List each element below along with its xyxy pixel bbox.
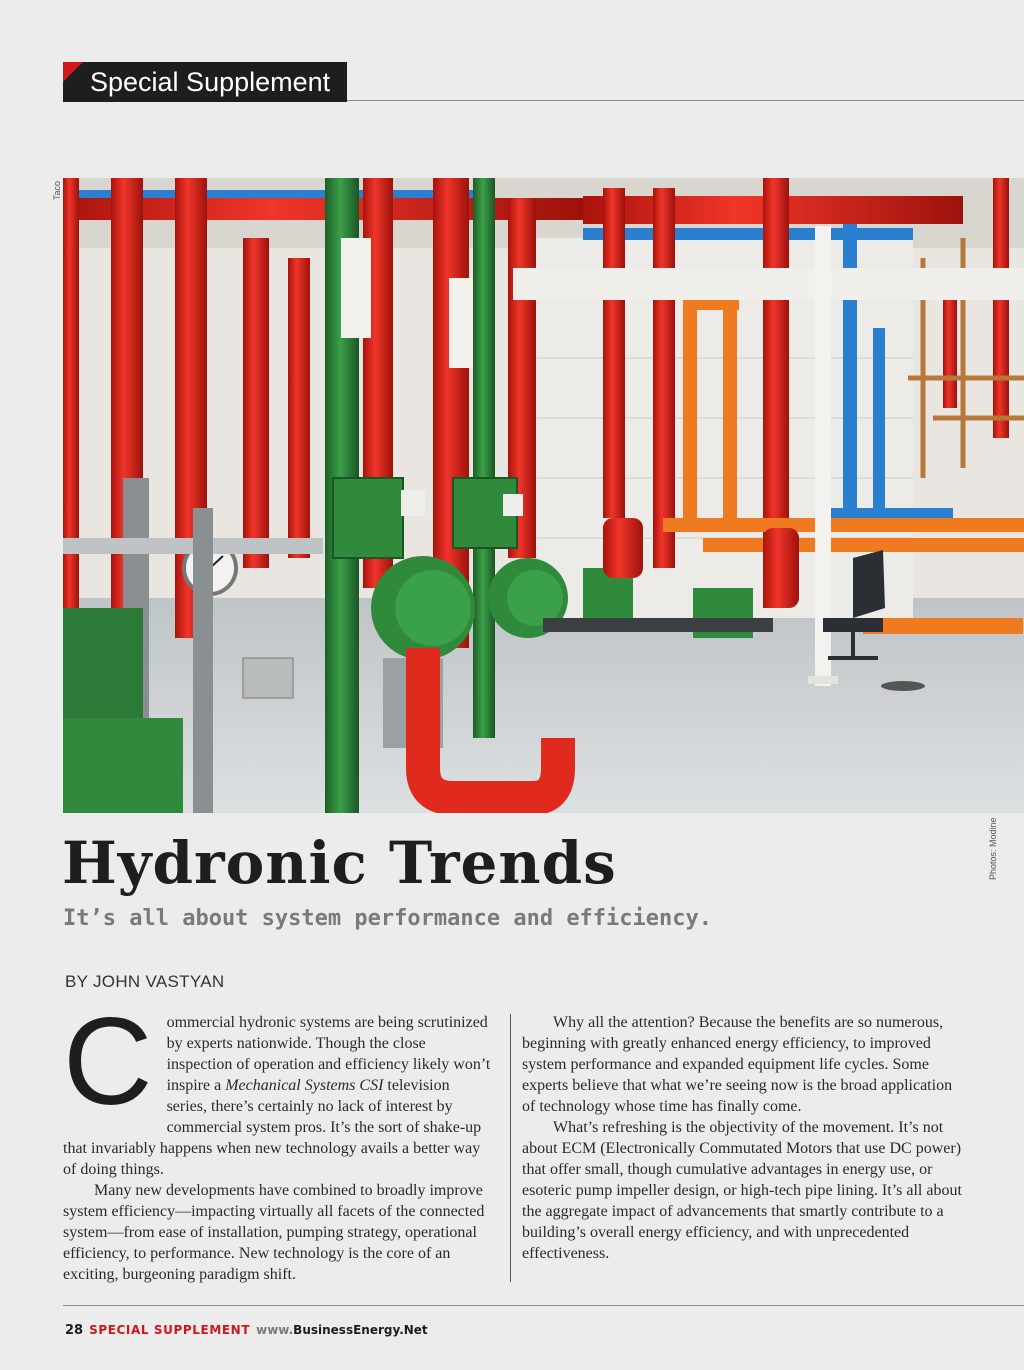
article-byline: BY JOHN VASTYAN [65,972,225,991]
column-divider [510,1014,511,1282]
footer-rule [63,1305,1024,1306]
footer-www: www. [256,1323,294,1337]
photo-credit-left: Taco [52,180,62,200]
header-rule [347,100,1024,101]
article-column-right [522,1012,962,1264]
show-title-italic: Mechanical Systems CSI [225,1077,384,1094]
page-footer [65,1323,428,1338]
red-corner-accent [63,62,83,82]
article-title: Hydronic Trends [62,829,617,897]
page-number: 28 [65,1323,84,1338]
article-paragraph-3: Why all the attention? Because the benefits are so numerous, beginning with greatly enhanced energy efficiency, to improved system performance and expanded equipment life cycles. Some experts believe that what we’re seeing now is the broad application of technology whose time has finally come. [522,1014,953,1115]
photo-credit-right: Photos: Modine [988,817,998,880]
article-subtitle: It’s all about system performance and efficiency. [63,906,713,931]
drop-cap: C [63,993,153,1131]
footer-section-label: SPECIAL SUPPLEMENT [89,1323,251,1337]
article-column-left [63,993,493,1285]
section-header-tab [63,62,347,102]
section-label: Special Supplement [90,67,331,97]
article-paragraph-2: Many new developments have combined to broadly improve system efficiency—impacting virtually all facets of the connected system—from ease of installation, pumping strategy, operational efficiency, to performance. New technology is the core of an exciting, burgeoning paradigm shift. [63,1182,485,1283]
pump-room-illustration [63,178,1024,813]
article-paragraph-4: What’s refreshing is the objectivity of the movement. It’s not about ECM (Electronically Commutated Motors that use DC power) that offer small, though cumulative advantages in energy use, or esoteric pump impeller design, or high-tech pipe lining. It’s all about the aggregate impact of advancements that smartly contribute to a building’s overall energy efficiency, and with unprecedented effectiveness. [522,1119,962,1262]
article-paragraph-1 [63,993,493,1180]
paragraph-1-text-b: television series, there’s certainly no lack of interest by commercial system pros. It’s the sort of shake-up that invariably happens when new technology avails a better way of doing things. [63,1077,482,1178]
pump-room-photo [63,178,1024,813]
footer-website-link[interactable]: BusinessEnergy.Net [293,1323,428,1337]
paragraph-1-text-a: ommercial hydronic systems are being scrutinized by experts nationwide. Though the close inspection of operation and efficiency likely won’t inspire a [166,1014,491,1094]
